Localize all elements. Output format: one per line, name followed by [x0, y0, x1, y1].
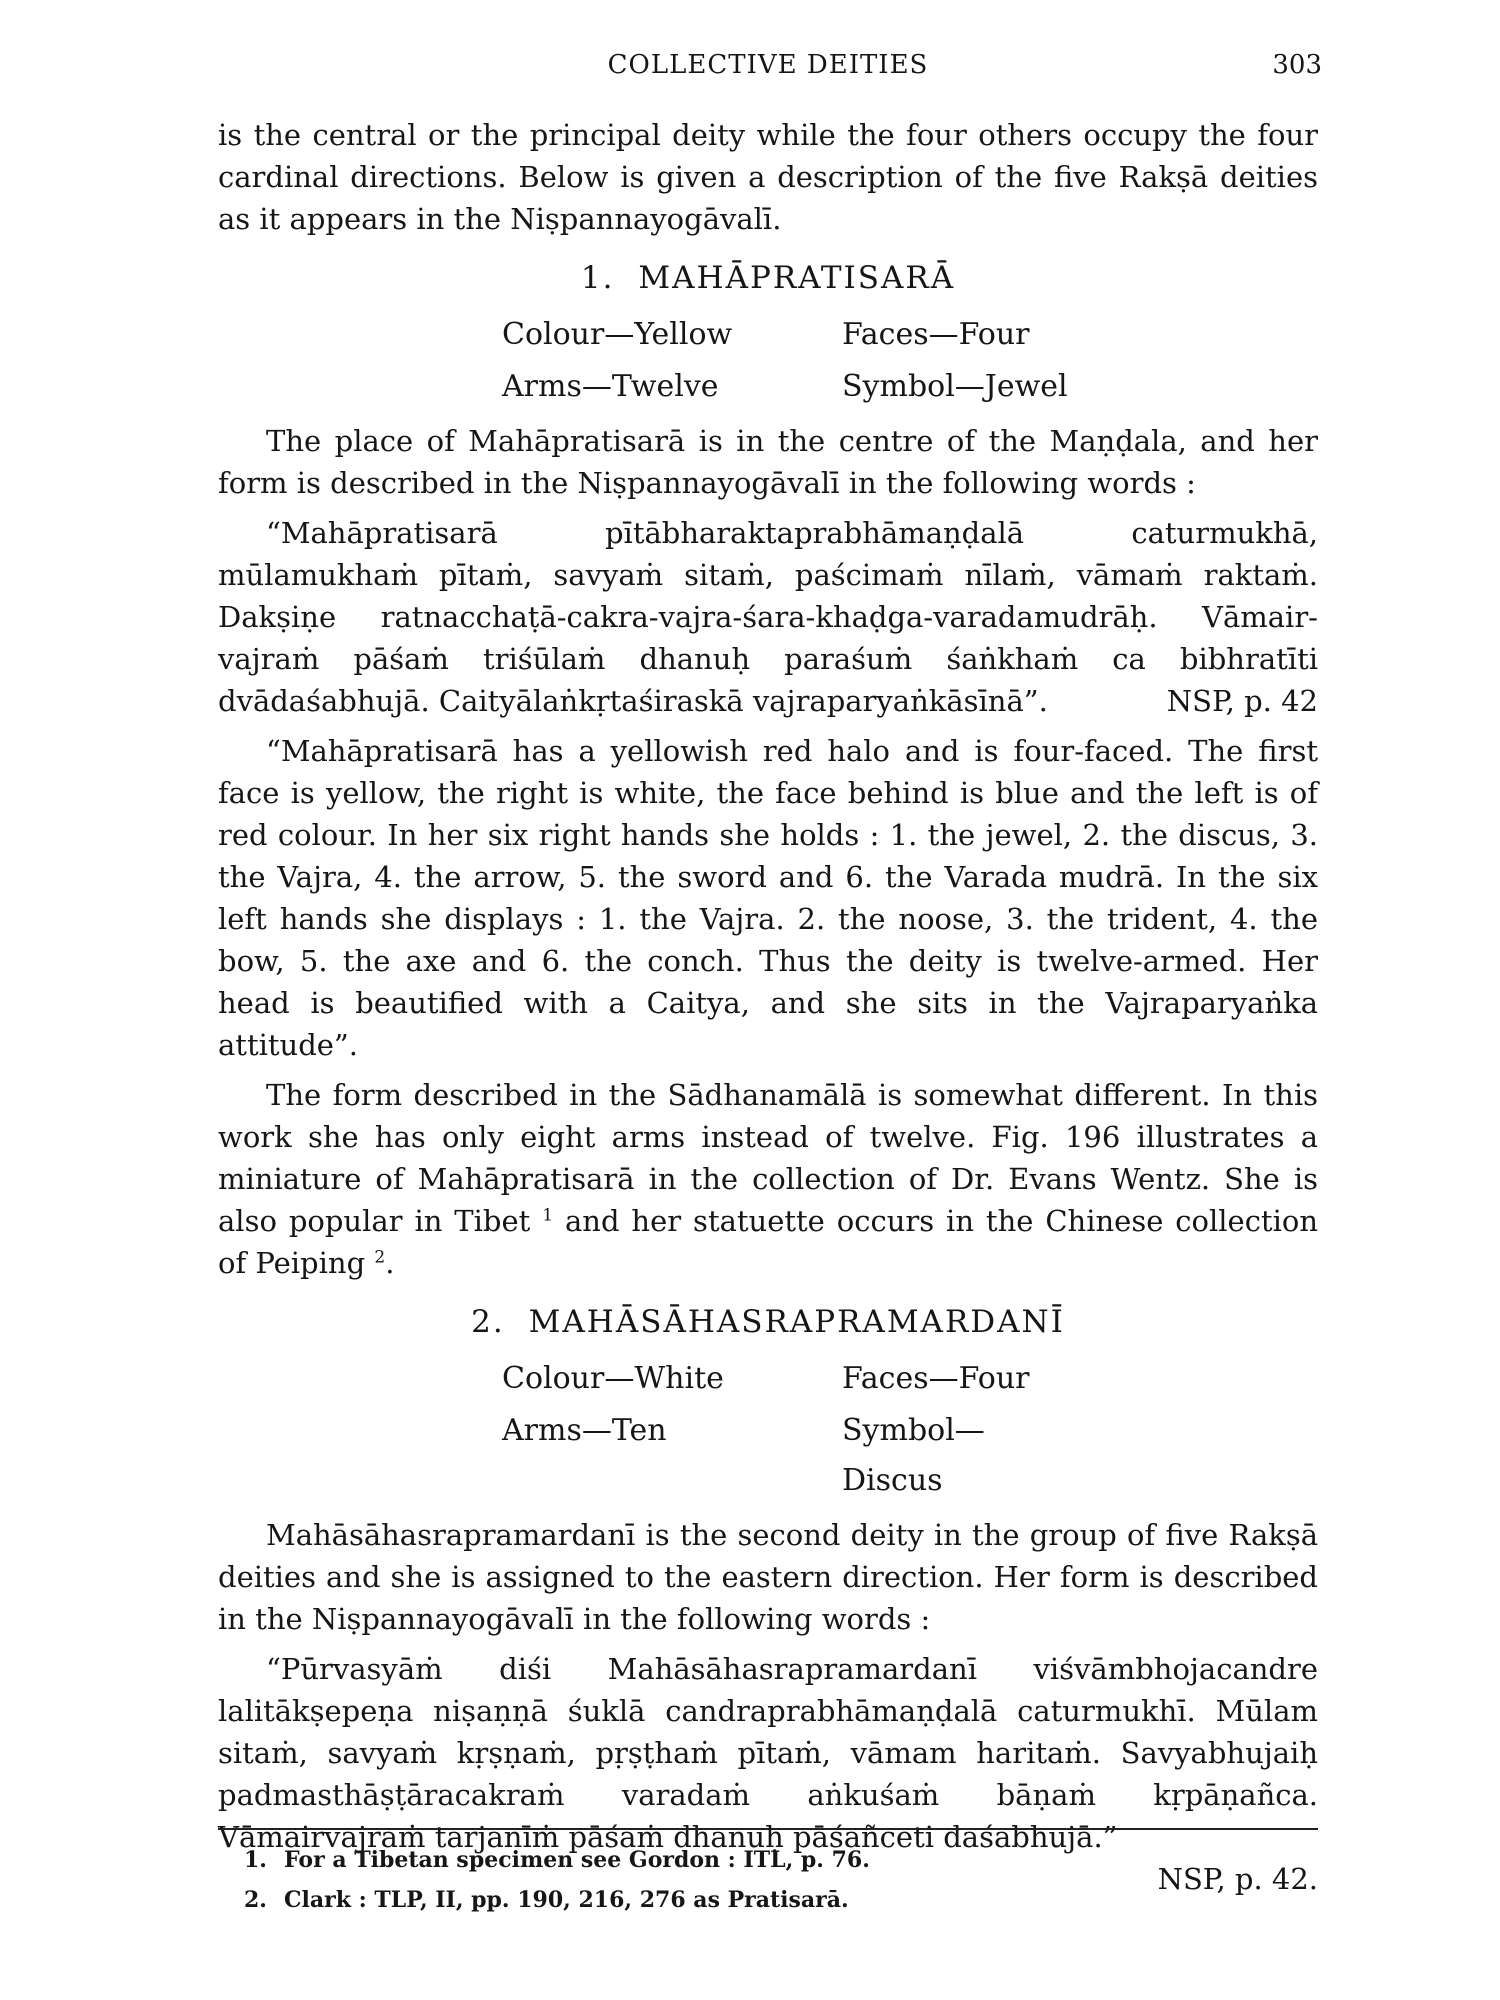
- attr-symbol: Symbol—Jewel: [842, 369, 1068, 404]
- footnote: [244, 1840, 1244, 1880]
- page-header: [218, 46, 1322, 86]
- quote-text: “Mahāpratisarā pītābharaktaprabhāmaṇḍalā caturmukhā, mūlamukhaṁ pītaṁ, savyaṁ sitaṁ, paścimaṁ nīlaṁ, vāmaṁ raktaṁ. Dakṣiṇe ratnacchaṭā-cakra-vajra-śara-khaḍga-varadamudrāḥ. Vāmair-vajraṁ pāśaṁ triśūlaṁ dhanuḥ paraśuṁ śaṅkhaṁ ca bibhratīti dvādaśabhujā. Caityālaṅkṛtaśiraskā vajraparyaṅkāsīnā”.: [218, 516, 1318, 718]
- paragraph: [218, 1074, 1318, 1284]
- attr-faces: Faces—Four: [842, 1361, 1030, 1396]
- translation-paragraph: “Mahāpratisarā has a yellowish red halo and is four-faced. The first face is yellow, the right is white, the face behind is blue and the left is of red colour. In her six right hands she holds : 1. the jewel, 2. the discus, 3. the Vajra, 4. the arrow, 5. the sword and 6. the Varada mudrā. In the six left hands she displays : 1. the Vajra. 2. the noose, 3. the trident, 4. the bow, 5. the axe and 6. the conch. Thus the deity is twelve-armed. Her head is beautified with a Caitya, and she sits in the Vajraparyaṅka attitude”.: [218, 734, 1318, 1062]
- paragraph-text: .: [385, 1246, 395, 1280]
- quote-reference: NSP, p. 42: [1166, 684, 1318, 718]
- section-heading-mahasahasrapramardani: [218, 1300, 1318, 1344]
- section-title: MAHĀSĀHASRAPRAMARDANĪ: [528, 1304, 1065, 1340]
- attr-faces: Faces—Four: [842, 317, 1030, 352]
- running-title: COLLECTIVE DEITIES: [607, 50, 929, 80]
- section-heading-mahapratisara: [218, 256, 1318, 300]
- footnote-number: 1.: [244, 1847, 267, 1873]
- paragraph: Mahāsāhasrapramardanī is the second deity in the group of five Rakṣā deities and she is assigned to the eastern direction. Her form is described in the Niṣpannayogāvalī in the following words :: [218, 1518, 1318, 1636]
- footnote-divider: [218, 1828, 1318, 1830]
- section-number: 2.: [471, 1304, 505, 1340]
- paragraph: The place of Mahāpratisarā is in the centre of the Maṇḍala, and her form is described in the Niṣpannayogāvalī in the following words :: [218, 424, 1318, 500]
- footnote-marker: 1: [542, 1205, 554, 1226]
- section-title: MAHĀPRATISARĀ: [638, 260, 956, 296]
- attribute-table-mahasahasrapramardani: [502, 1354, 1318, 1506]
- footnotes: [244, 1840, 1244, 1920]
- attr-arms: Arms—Twelve: [502, 369, 719, 404]
- attr-arms: Arms—Ten: [502, 1413, 667, 1448]
- footnote: [244, 1880, 1244, 1920]
- attr-colour: Colour—White: [502, 1361, 724, 1396]
- paragraph-text: The form described in the Sādhanamālā is somewhat different. In this work she has only eight arms instead of twelve. Fig. 196 illustrates a miniature of Mahāpratisarā in the collection of Dr. Evans Wentz. She is also popular in Tibet: [218, 1078, 1318, 1238]
- attr-symbol: Symbol—Discus: [842, 1413, 985, 1498]
- page-number: 303: [1272, 50, 1322, 80]
- paragraph-text: and her statuette occurs in the Chinese collection of Peiping: [218, 1204, 1319, 1280]
- footnote-number: 2.: [244, 1887, 267, 1913]
- body-text: [218, 114, 1318, 1900]
- footnote-text: Clark : TLP, II, pp. 190, 216, 276 as Pratisarā.: [284, 1887, 849, 1913]
- quote-text: “Pūrvasyāṁ diśi Mahāsāhasrapramardanī viśvāmbhojacandre lalitākṣepeṇa niṣaṇṇā śuklā candraprabhāmaṇḍalā caturmukhī. Mūlam sitaṁ, savyaṁ kṛṣṇaṁ, pṛṣṭhaṁ pītaṁ, vāmam haritaṁ. Savyabhujaiḥ padmasthāṣṭāracakraṁ varadaṁ aṅkuśaṁ bāṇaṁ kṛpāṇañca. Vāmairvajraṁ tarjanīṁ pāśaṁ dhanuḥ pāśañceti daśabhujā.”: [218, 1652, 1318, 1854]
- section-number: 1.: [580, 260, 615, 296]
- attr-colour: Colour—Yellow: [502, 317, 733, 352]
- footnote-text: For a Tibetan specimen see Gordon : ITL, p. 76.: [284, 1847, 870, 1873]
- intro-paragraph: is the central or the principal deity while the four others occupy the four cardinal directions. Below is given a description of the five Rakṣā deities as it appears in the Niṣpannayogāvalī.: [218, 118, 1318, 236]
- quote-reference: NSP, p. 42.: [1157, 1862, 1318, 1896]
- attribute-table-mahapratisara: [502, 310, 1318, 412]
- footnote-marker: 2: [374, 1247, 386, 1268]
- sanskrit-quote: [218, 512, 1318, 722]
